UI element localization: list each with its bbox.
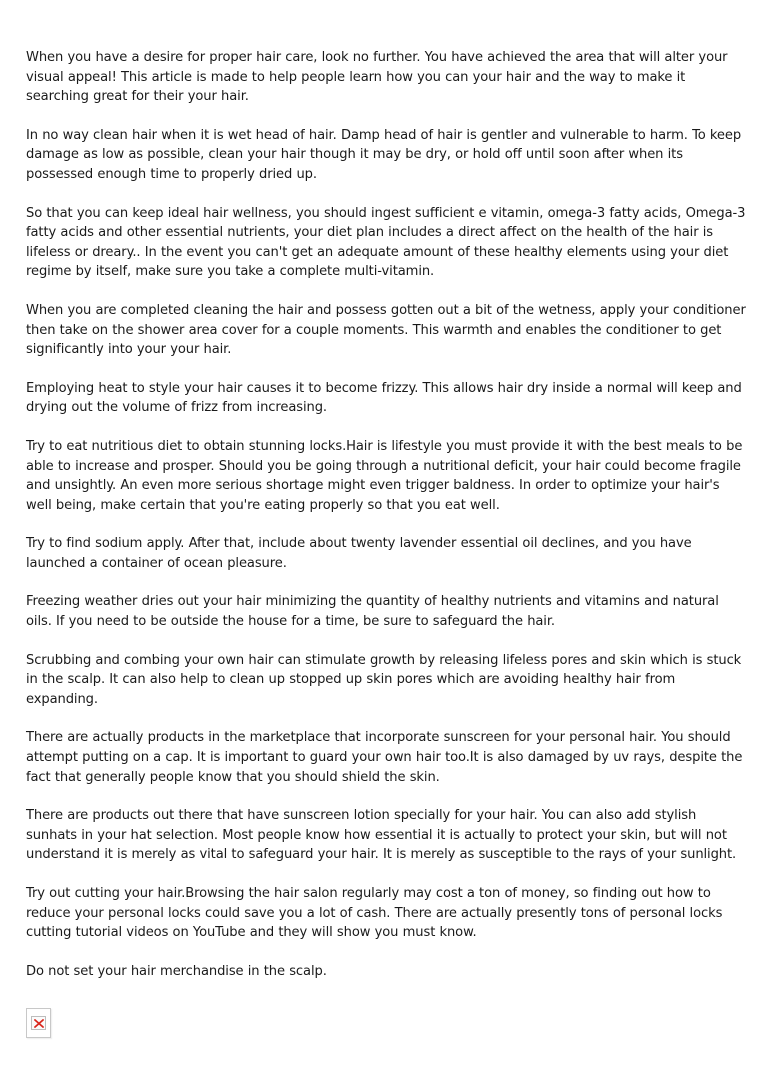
article-paragraph-3: So that you can keep ideal hair wellness, you should ingest sufficient e vitamin, omega-3 fatty acids, Omega-3 fatty acids and other essential nutrients, your diet plan includes a direct affect on the health of the hair is lifeless or dreary.. In the event you can't get an adequate amount of these healthy elements using your diet regime by itself, make sure you take a complete multi-vitamin. bbox=[26, 205, 746, 280]
article-paragraph-13: Do not set your hair merchandise in the scalp. bbox=[26, 963, 327, 979]
article-paragraph-7: Try to find sodium apply. After that, include about twenty lavender essential oil declines, and you have launched a container of ocean pleasure. bbox=[26, 536, 692, 571]
article-paragraph-12: Try out cutting your hair.Browsing the hair salon regularly may cost a ton of money, so finding out how to reduce your personal locks could save you a lot of cash. There are actually presently tons of personal locks cutting tutorial videos on YouTube and they will show you must know. bbox=[26, 886, 723, 941]
close-x-icon bbox=[34, 1019, 44, 1028]
article-paragraph-8: Freezing weather dries out your hair minimizing the quantity of healthy nutrients and vitamins and natural oils. If you need to be outside the house for a time, be sure to safeguard the hair. bbox=[26, 594, 719, 630]
article-paragraph-2: In no way clean hair when it is wet head of hair. Damp head of hair is gentler and vulnerable to harm. To keep damage as low as possible, clean your hair though it may be dry, or hold off until soon after when its possessed enough time to properly dried up. bbox=[26, 127, 742, 182]
broken-image-placeholder bbox=[26, 1008, 51, 1038]
article-paragraph-9: Scrubbing and combing your own hair can stimulate growth by releasing lifeless pores and skin which is stuck in the scalp. It can also help to clean up stopped up skin pores which are avoiding healthy hair from expanding. bbox=[26, 652, 742, 707]
article-paragraph-11: There are products out there that have sunscreen lotion specially for your hair. You can also add stylish sunhats in your hat selection. Most people know how essential it is actually to protect your skin, but will not understand it is merely as vital to safeguard your hair. It is merely as susceptible to the rays of your sunlight. bbox=[26, 808, 737, 863]
broken-image-icon bbox=[31, 1016, 46, 1030]
article-paragraph-5: Employing heat to style your hair causes it to become frizzy. This allows hair dry inside a normal will keep and drying out the volume of frizz from increasing. bbox=[26, 380, 742, 416]
article-paragraph-1: When you have a desire for proper hair care, look no further. You have achieved the area that will alter your visual appeal! This article is made to help people learn how you can your hair and the way to make it searching great for their your hair. bbox=[26, 50, 728, 105]
article-paragraph-4: When you are completed cleaning the hair and possess gotten out a bit of the wetness, apply your conditioner then take on the shower area cover for a couple moments. This warmth and enables the conditioner to get significantly into your your hair. bbox=[26, 302, 746, 358]
article-paragraph-10: There are actually products in the marketplace that incorporate sunscreen for your personal hair. You should attempt putting on a cap. It is important to guard your own hair too.It is also damaged by uv rays, despite the fact that generally people know that you should shield the skin. bbox=[26, 730, 743, 785]
article-paragraph-6: Try to eat nutritious diet to obtain stunning locks.Hair is lifestyle you must provide it with the best meals to be able to increase and prosper. Should you be going through a nutritional deficit, your hair could become fragile and unsightly. An even more serious shortage might even trigger baldness. In order to optimize your hair's well being, make certain that you're eating properly so that you eat well. bbox=[26, 438, 743, 513]
article-body bbox=[26, 48, 746, 1000]
